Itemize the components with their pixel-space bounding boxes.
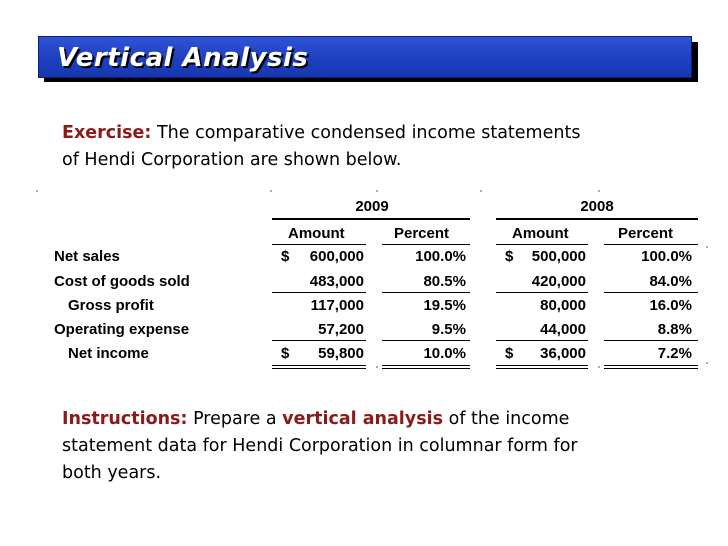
double-rule-a09-bottom	[272, 368, 366, 369]
cell-amount-2008: 500,000	[531, 248, 586, 265]
rule-cogs-a08	[496, 292, 588, 293]
rule-opex-p08	[604, 340, 698, 341]
cell-amount-2009: 600,000	[309, 248, 364, 265]
instructions-pre: Prepare a	[193, 409, 277, 429]
row-label-net-income: Net income	[68, 345, 149, 362]
instructions-line2: statement data for Hendi Corporation in columnar form for	[62, 436, 578, 456]
year-header-2008: 2008	[580, 198, 614, 215]
subheader-amount-2008: Amount	[512, 225, 569, 242]
cell-amount-2008: 80,000	[540, 297, 586, 314]
cell-percent-2009: 19.5%	[423, 297, 466, 314]
rule-sub-p08	[604, 244, 698, 245]
cell-percent-2008: 84.0%	[649, 273, 692, 290]
instructions-keyword: vertical analysis	[282, 409, 444, 429]
subheader-percent-2008: Percent	[618, 225, 674, 242]
cell-percent-2008: 8.8%	[657, 321, 692, 338]
cell-amount-2009: 57,200	[318, 321, 364, 338]
double-rule-p09-top	[382, 365, 470, 366]
year-2008-rule	[496, 218, 698, 220]
dollar-sign: $	[505, 248, 514, 265]
double-rule-p08-bottom	[604, 368, 698, 369]
rule-cogs-p08	[604, 292, 698, 293]
cell-percent-2008: 7.2%	[657, 345, 692, 362]
exercise-line1: The comparative condensed income statements	[156, 123, 581, 143]
double-rule-a09-top	[272, 365, 366, 366]
year-header-2009: 2009	[355, 198, 389, 215]
cell-amount-2009: 483,000	[309, 273, 364, 290]
exercise-lead: Exercise:	[62, 123, 152, 143]
instructions-lead: Instructions:	[62, 409, 188, 429]
row-label-cogs: Cost of goods sold	[54, 273, 190, 290]
cell-percent-2008: 16.0%	[649, 297, 692, 314]
cell-amount-2008: 36,000	[540, 345, 586, 362]
cell-percent-2008: 100.0%	[641, 248, 692, 265]
subheader-amount-2009: Amount	[288, 225, 345, 242]
cell-percent-2009: 80.5%	[423, 273, 466, 290]
rule-opex-p09	[382, 340, 470, 341]
rule-opex-a08	[496, 340, 588, 341]
rule-sub-a08	[496, 244, 588, 245]
double-rule-a08-top	[496, 365, 588, 366]
dollar-sign: $	[505, 345, 514, 362]
income-statement-table	[0, 186, 728, 376]
dollar-sign: $	[281, 248, 290, 265]
double-rule-a08-bottom	[496, 368, 588, 369]
row-label-net-sales: Net sales	[54, 248, 120, 265]
rule-sub-p09	[382, 244, 470, 245]
exercise-paragraph	[62, 120, 682, 174]
instructions-line3: both years.	[62, 463, 162, 483]
cell-amount-2009: 117,000	[310, 297, 364, 314]
rule-sub-a09	[272, 244, 366, 245]
cell-percent-2009: 9.5%	[431, 321, 466, 338]
dollar-sign: $	[281, 345, 290, 362]
cell-amount-2008: 420,000	[531, 273, 586, 290]
instructions-paragraph	[62, 406, 692, 487]
rule-opex-a09	[272, 340, 366, 341]
slide-title: Vertical Analysis	[57, 43, 309, 73]
year-2009-rule	[272, 218, 470, 220]
cell-percent-2009: 10.0%	[423, 345, 466, 362]
row-label-operating-expense: Operating expense	[54, 321, 190, 338]
rule-cogs-p09	[382, 292, 470, 293]
exercise-line2: of Hendi Corporation are shown below.	[62, 150, 402, 170]
title-banner	[38, 36, 692, 78]
instructions-post1: of the income	[448, 409, 570, 429]
double-rule-p09-bottom	[382, 368, 470, 369]
rule-cogs-a09	[272, 292, 366, 293]
double-rule-p08-top	[604, 365, 698, 366]
cell-amount-2008: 44,000	[540, 321, 586, 338]
cell-percent-2009: 100.0%	[415, 248, 466, 265]
cell-amount-2009: 59,800	[318, 345, 364, 362]
row-label-gross-profit: Gross profit	[68, 297, 154, 314]
subheader-percent-2009: Percent	[394, 225, 450, 242]
